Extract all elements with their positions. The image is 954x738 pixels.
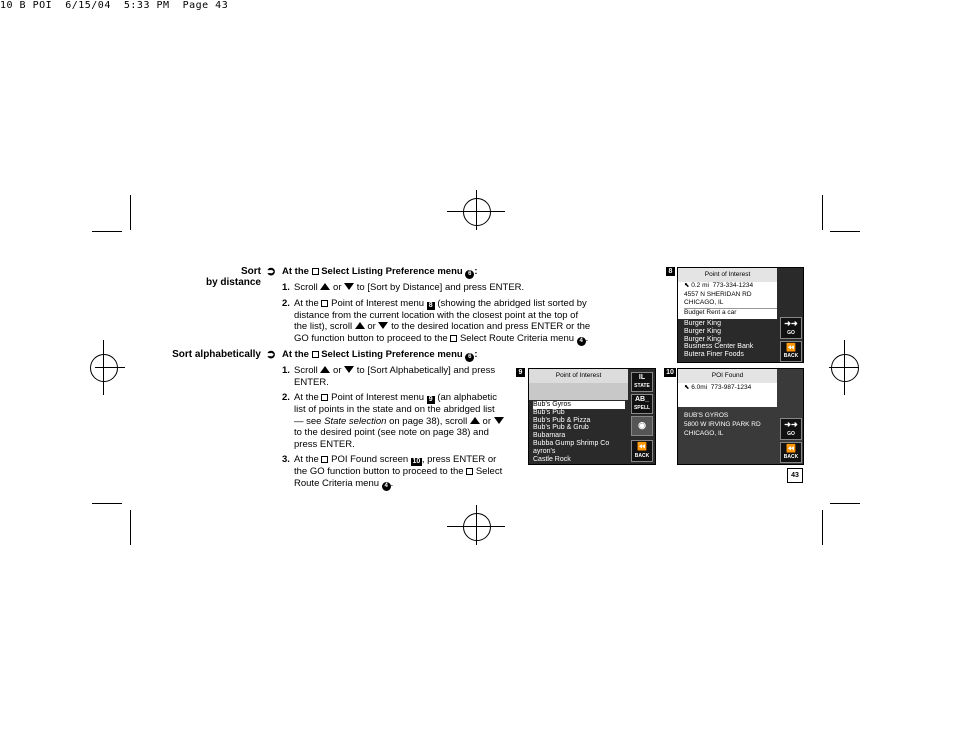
screen-title: POI Found [678,369,777,383]
back-icon: ⏪ [786,343,796,352]
poi-detail: ⬉ 0.2 mi 773-334-1234 4557 N SHERIDAN RD CHICAGO, IL Budget Rent a car [678,282,777,319]
figure-ref-badge: 8 [427,302,435,310]
figure-ref-badge: 9 [427,396,435,404]
poi-list[interactable] [533,401,625,463]
go-button[interactable]: ➜➜ GO [780,418,802,440]
menu-icon [466,468,473,475]
list-item[interactable]: Business Center Bank [684,343,754,351]
list-item[interactable]: Burger King [684,320,721,327]
category-icon: ◉ [638,420,646,430]
go-arrow-icon: ➜➜ [784,420,798,429]
go-arrow-icon: ➜➜ [784,319,798,328]
list-item[interactable]: Burger King [684,335,721,343]
figure-label: 8 [666,267,675,276]
back-icon: ⏪ [786,444,796,453]
figure-label: 9 [516,368,525,377]
figure-label: 10 [664,368,676,377]
search-band [529,383,628,400]
section-arrow-icon: ➲ [266,264,277,278]
turn-arrow-icon: ⬉ [684,282,690,289]
screen-title: Point of Interest [529,369,628,383]
heading-line2: by distance [205,277,261,288]
step-1: 1. Scroll or to [Sort by Distance] and press ENTER. [282,282,525,293]
list-item[interactable]: Burger King [684,327,721,335]
heading-line1: Sort [241,266,261,277]
poi-found-screen [677,368,804,465]
menu-icon [321,456,328,463]
print-slug: 10 B POI 6/15/04 5:33 PM Page 43 [0,0,229,11]
sort-alphabetically-heading: Sort alphabetically [172,349,261,360]
list-item[interactable]: Butera Finer Foods [684,351,744,359]
up-arrow-icon [355,322,365,329]
down-arrow-icon [378,322,388,329]
list-item[interactable]: Bub's Pub [533,408,565,416]
menu-icon [312,351,319,358]
menu-icon [312,268,319,275]
menu-ref-badge: 6 [465,353,474,362]
poi-address: BUB'S GYROS 5800 W IRVING PARK RD CHICAGO, IL [684,412,761,437]
step-2: 2. At the Point of Interest menu 8 (showing the abridged list sorted by distance from the current location with the closest point at the top of the list), scroll or to the desired location and press ENTER or the GO function button to proceed to the Select Route Criteria menu 4 . [282,297,591,344]
step-header: At the Select Listing Preference menu 6 : [282,349,478,360]
back-icon: ⏪ [637,442,647,451]
menu-ref-badge: 6 [465,270,474,279]
list-item[interactable]: Castle Rock [533,455,571,463]
step-3: 3. At the POI Found screen 10 , press ENTER or the GO function button to proceed to the Select Route Criteria menu 4 . [282,454,503,489]
selected-list-item[interactable]: Bub's Gyros [533,401,625,409]
sort-by-distance-body [282,266,592,350]
turn-arrow-icon: ⬉ [684,384,690,391]
section-arrow-icon: ➲ [266,347,277,361]
list-item[interactable]: ayron's [533,447,556,455]
poi-list[interactable] [684,320,753,359]
step-1: 1. Scroll or to [Sort Alphabetically] and press ENTER. [282,365,496,388]
poi-distance-row: ⬉ 6.0mi 773-987-1234 [678,383,777,407]
go-button[interactable]: ➜➜ GO [780,317,802,339]
menu-ref-badge: 4 [382,482,391,491]
down-arrow-icon [344,283,354,290]
menu-icon [321,300,328,307]
up-arrow-icon [470,417,480,424]
sort-alphabetically-body [282,349,504,495]
screen-title: Point of Interest [678,268,777,282]
step-2: 2. At the Point of Interest menu 9 (an alphabetic list of points in the state and on the abridged list — see State selection on page 38), scroll or to the desired point (see note on page 38) and press ENTER. [282,392,504,450]
poi-screen-distance [677,267,804,363]
figure-ref-badge: 10 [412,458,421,465]
state-button[interactable]: IL STATE [631,372,653,392]
list-item[interactable]: Bub's Pub & Pizza [533,416,591,424]
list-item[interactable]: Bub's Pub & Grub [533,424,589,432]
up-arrow-icon [320,283,330,290]
menu-ref-badge: 4 [577,337,586,346]
down-arrow-icon [344,366,354,373]
list-item[interactable]: Bubamara [533,432,566,440]
down-arrow-icon [494,417,504,424]
back-button[interactable]: ⏪ BACK [780,341,802,362]
poi-screen-alphabetic [528,368,656,465]
back-button[interactable]: ⏪ BACK [780,442,802,463]
menu-icon [450,335,457,342]
page-number: 43 [787,468,803,483]
menu-icon [321,394,328,401]
step-header: At the Select Listing Preference menu 6 : [282,266,478,277]
sort-by-distance-heading [170,266,261,288]
list-item[interactable]: Bubba Gump Shrimp Co [533,439,610,447]
back-button[interactable]: ⏪ BACK [631,440,653,462]
up-arrow-icon [320,366,330,373]
spell-button[interactable]: AB_ SPELL [631,394,653,414]
category-button[interactable] [631,416,653,436]
